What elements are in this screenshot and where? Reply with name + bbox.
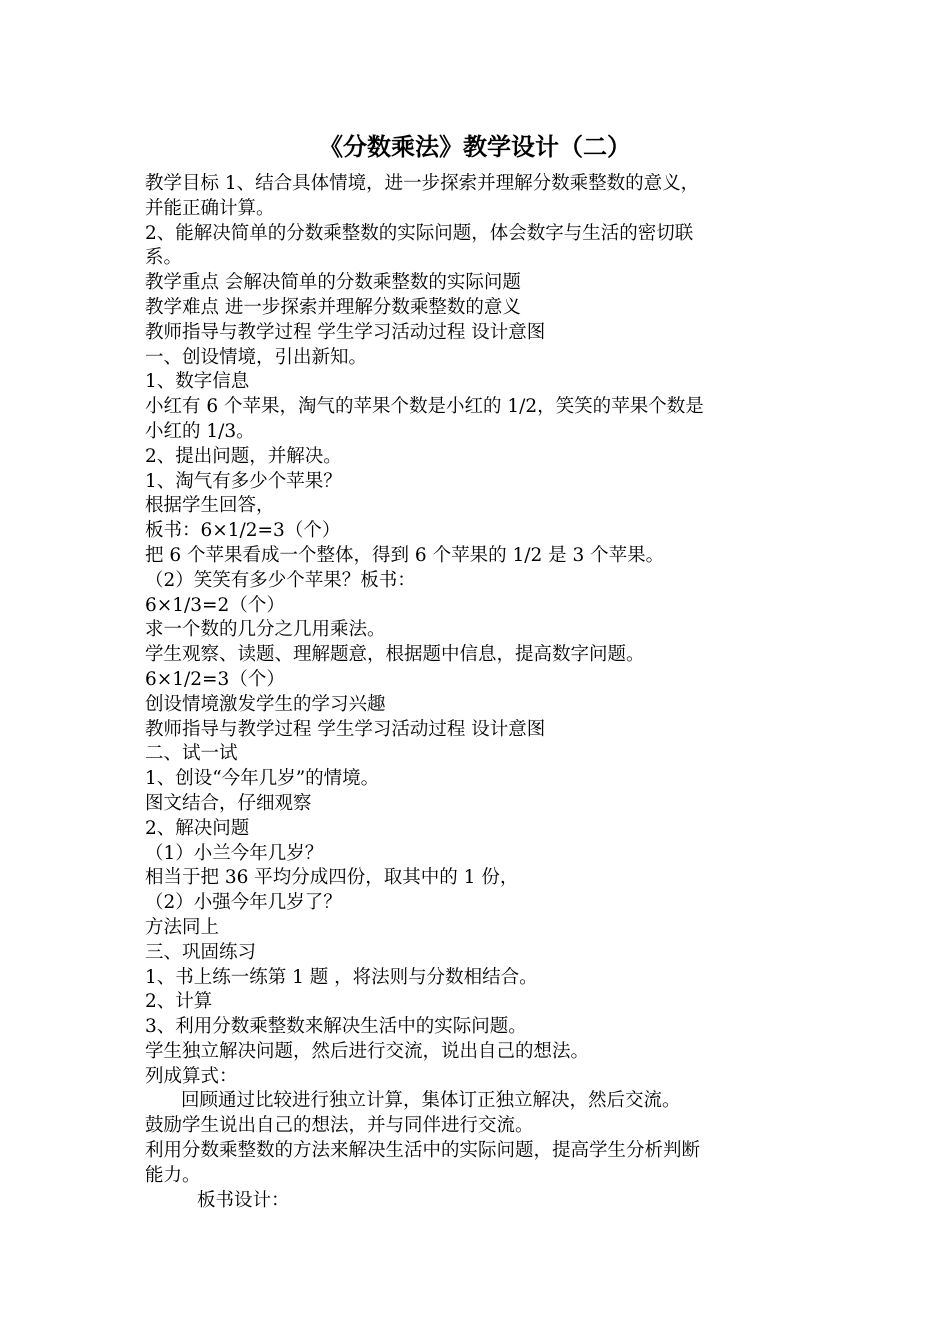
text-line: 1、书上练一练第 1 题 ，将法则与分数相结合。 bbox=[145, 966, 538, 988]
text-line: 2、解决问题 bbox=[145, 817, 250, 839]
text-line: 列成算式： bbox=[145, 1065, 238, 1087]
text-line: 利用分数乘整数的方法来解决生活中的实际问题，提高学生分析判断 bbox=[145, 1140, 701, 1162]
text-line: 2、计算 bbox=[145, 991, 213, 1013]
text-line: 求一个数的几分之几用乘法。 bbox=[145, 619, 386, 641]
text-line: 3、利用分数乘整数来解决生活中的实际问题。 bbox=[145, 1016, 527, 1038]
text-line: 相当于把 36 平均分成四份，取其中的 1 份， bbox=[145, 867, 519, 889]
text-line: 并能正确计算。 bbox=[145, 197, 275, 219]
document-title: 《分数乘法》教学设计（二） bbox=[319, 132, 631, 161]
text-line: 学生独立解决问题，然后进行交流，说出自己的想法。 bbox=[145, 1040, 590, 1062]
text-line: 板书设计： bbox=[197, 1189, 290, 1211]
text-line: 回顾通过比较进行独立计算，集体订正独立解决，然后交流。 bbox=[181, 1090, 681, 1112]
text-line: 小红有 6 个苹果，淘气的苹果个数是小红的 1/2，笑笑的苹果个数是 bbox=[145, 396, 704, 418]
text-line: 1、创设“今年几岁”的情境。 bbox=[145, 768, 380, 790]
text-line: 小红的 1/3。 bbox=[145, 420, 255, 442]
text-line: （2）小强今年几岁了？ bbox=[145, 892, 342, 914]
text-line: 教师指导与教学过程 学生学习活动过程 设计意图 bbox=[145, 321, 546, 343]
text-line: 教学重点 会解决简单的分数乘整数的实际问题 bbox=[145, 272, 521, 294]
text-line: 1、淘气有多少个苹果？ bbox=[145, 470, 342, 492]
text-line: 6×1/3=2（个） bbox=[145, 594, 285, 616]
text-line: 方法同上 bbox=[145, 916, 220, 938]
text-line: 6×1/2=3（个） bbox=[145, 668, 285, 690]
text-line: （2）笑笑有多少个苹果？板书： bbox=[145, 569, 416, 591]
text-line: 创设情境激发学生的学习兴趣 bbox=[145, 693, 386, 715]
document-body bbox=[145, 172, 815, 1213]
text-line: 2、能解决简单的分数乘整数的实际问题，体会数字与生活的密切联 bbox=[145, 222, 694, 244]
text-line: 根据学生回答， bbox=[145, 495, 275, 517]
text-line: 一、创设情境，引出新知。 bbox=[145, 346, 368, 368]
text-line: （1）小兰今年几岁？ bbox=[145, 842, 324, 864]
text-line: 把 6 个苹果看成一个整体，得到 6 个苹果的 1/2 是 3 个苹果。 bbox=[145, 544, 665, 566]
text-line: 能力。 bbox=[145, 1164, 201, 1186]
text-line: 系。 bbox=[145, 247, 183, 269]
text-line: 板书：6×1/2=3（个） bbox=[145, 520, 341, 542]
text-line: 二、试一试 bbox=[145, 743, 238, 765]
text-line: 图文结合，仔细观察 bbox=[145, 792, 312, 814]
text-line: 教学目标 1、结合具体情境，进一步探索并理解分数乘整数的意义， bbox=[145, 173, 700, 194]
text-line: 三、巩固练习 bbox=[145, 941, 257, 963]
text-line: 鼓励学生说出自己的想法，并与同伴进行交流。 bbox=[145, 1115, 534, 1137]
text-line: 2、提出问题，并解决。 bbox=[145, 445, 342, 467]
text-line: 教学难点 进一步探索并理解分数乘整数的意义 bbox=[145, 296, 521, 318]
text-line: 1、数字信息 bbox=[145, 371, 250, 393]
text-line: 学生观察、读题、理解题意，根据题中信息，提高数字问题。 bbox=[145, 644, 645, 666]
text-line: 教师指导与教学过程 学生学习活动过程 设计意图 bbox=[145, 718, 546, 740]
